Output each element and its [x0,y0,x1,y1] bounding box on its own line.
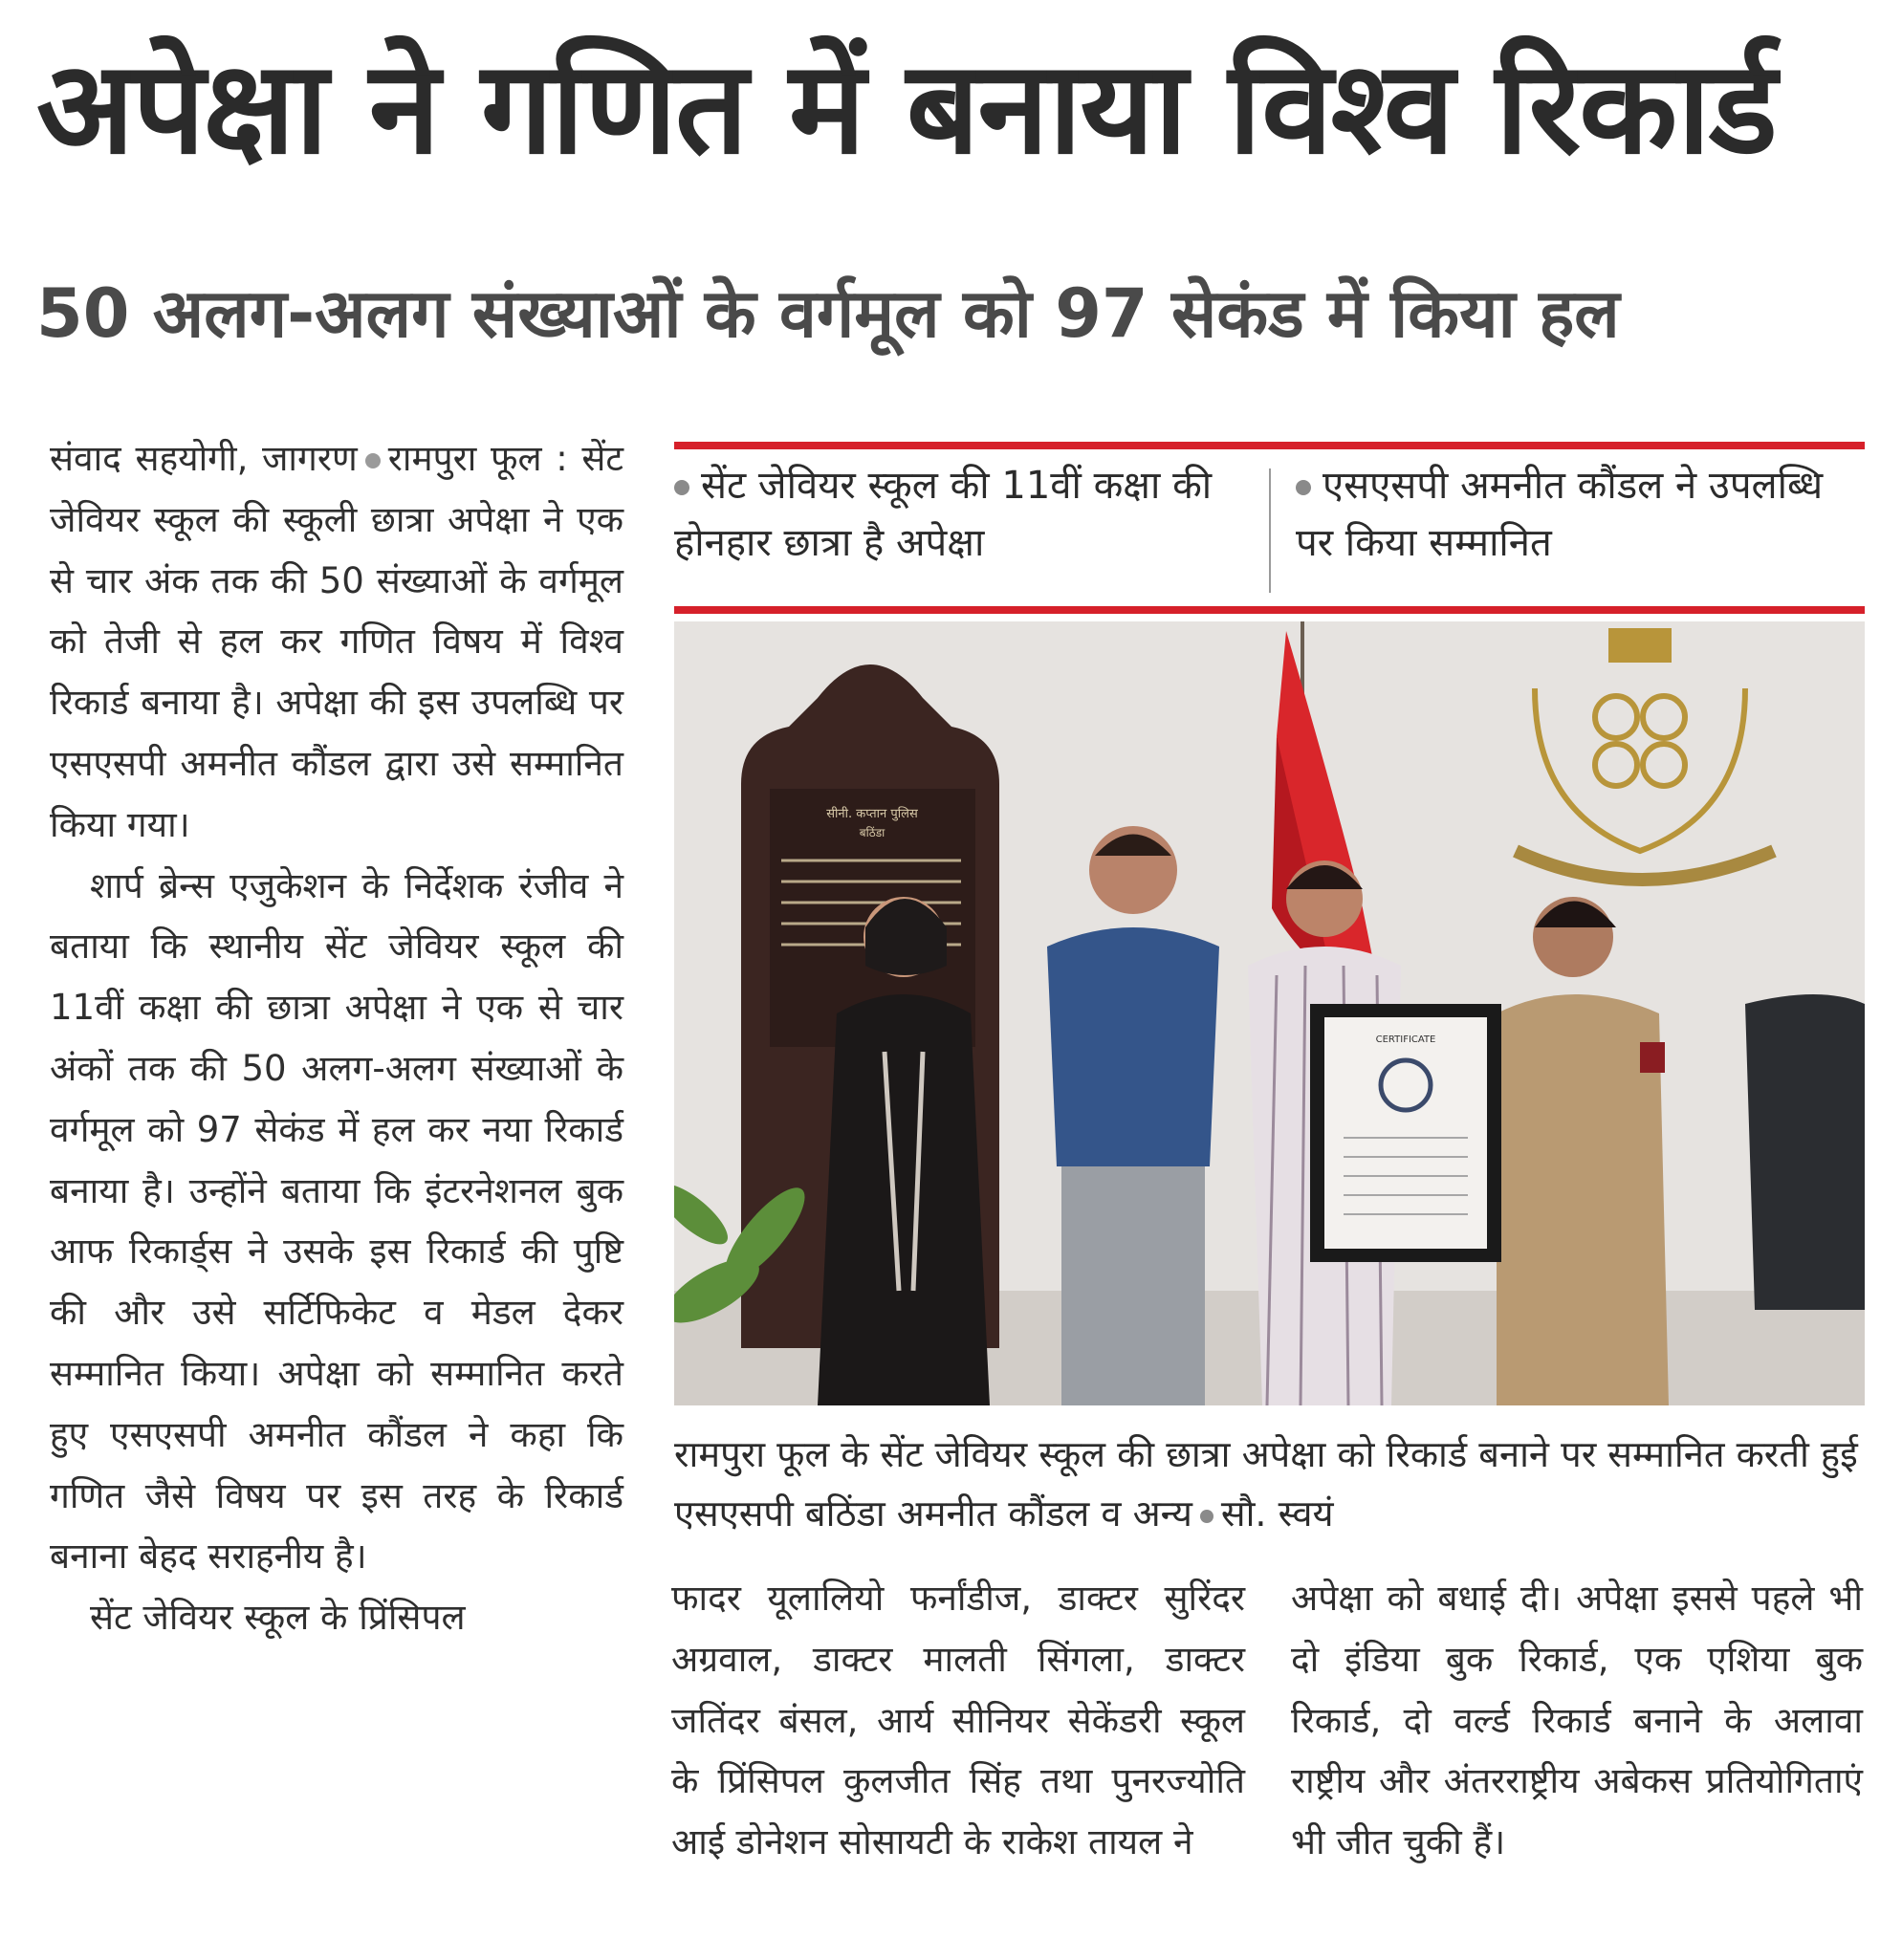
certificate [1310,1004,1501,1262]
subheadline: 50 अलग-अलग संख्याओं के वर्गमूल को 97 सेकंड में किया हल [36,274,1620,353]
highlight-divider [1269,468,1271,593]
board-title: सीनी. कप्तान पुलिस [826,807,918,821]
board-subtitle: बठिंडा [859,826,885,839]
bullet-icon [674,480,689,495]
bullet-icon [365,453,381,468]
byline: संवाद सहयोगी, जागरण [50,438,358,479]
photo-caption [674,1425,1865,1543]
highlight-1-text: सेंट जेवियर स्कूल की 11वीं कक्षा की होनहार छात्रा है अपेक्षा [674,464,1213,565]
highlight-1 [674,457,1259,610]
paragraph-1-text: सेंट जेवियर स्कूल की स्कूली छात्रा अपेक्षा ने एक से चार अंक तक की 50 संख्याओं के वर्गमूल को तेजी से हल कर गणित विषय में विश्व रिकार्ड बनाया है। अपेक्षा की इस उपलब्धि पर एसएसपी अमनीत कौंडल द्वारा उसे सम्मानित किया गया। [50,438,623,845]
photo-illustration [674,621,1865,1405]
office-chair [1745,994,1865,1310]
article-paragraph-5: अपेक्षा को बधाई दी। अपेक्षा इससे पहले भी दो इंडिया बुक रिकार्ड, एक एशिया बुक रिकार्ड, दो वर्ल्ड रिकार्ड बनाने के अलावा राष्ट्रीय और अंतरराष्ट्रीय अबेकस प्रतियोगिताएं भी जीत चुकी हैं। [1291,1578,1863,1863]
photo-credit: सौ. स्वयं [1220,1492,1334,1535]
certificate-heading: CERTIFICATE [1375,1034,1436,1045]
article-paragraph-2: शार्प ब्रेन्स एजुकेशन के निर्देशक रंजीव ने बताया कि स्थानीय सेंट जेवियर स्कूल की 11वीं कक्षा की छात्रा अपेक्षा ने एक से चार अंकों तक की 50 अलग-अलग संख्याओं के वर्गमूल को 97 सेकंड में हल कर नया रिकार्ड बनाया है। उन्होंने बताया कि इंटरनेशनल बुक आफ रिकार्ड्स ने उसके इस रिकार्ड की पुष्टि की और उसे सर्टिफिकेट व मेडल देकर सम्मानित किया। अपेक्षा को सम्मानित करते हुए एसएसपी अमनीत कौंडल ने कहा कि गणित जैसे विषय पर इस तरह के रिकार्ड बनाना बेहद सराहनीय है। [50,864,623,1578]
article-paragraph-3: सेंट जेवियर स्कूल के प्रिंसिपल [90,1597,466,1639]
bullet-icon [1296,480,1311,495]
article-paragraph-4: फादर यूलालियो फर्नांडीज, डाक्टर सुरिंदर अग्रवाल, डाक्टर मालती सिंगला, डाक्टर जतिंदर बंसल, आर्य सीनियर सेकेंडरी स्कूल के प्रिंसिपल कुलजीत सिंह तथा पुनरज्योति आई डोनेशन सोसायटी के राकेश तायल ने [671,1578,1245,1863]
article-column-left [50,428,623,1958]
highlight-bottom-rule [674,606,1865,614]
news-photo [674,621,1865,1405]
caption-text: रामपुरा फूल के सेंट जेवियर स्कूल की छात्रा अपेक्षा को रिकार्ड बनाने पर सम्मानित करती हुई एसएसपी बठिंडा अमनीत कौंडल व अन्य [674,1433,1858,1535]
article-column-right [1291,1568,1863,1950]
highlight-2 [1296,457,1860,610]
article-paragraph-1 [50,428,623,856]
bullet-icon [1200,1510,1213,1523]
dateline: रामपुरा फूल : [387,438,568,479]
headline: अपेक्षा ने गणित में बनाया विश्व रिकार्ड [36,33,1776,183]
article-column-middle [671,1568,1245,1950]
highlight-top-rule [674,442,1865,449]
highlight-2-text: एसएसपी अमनीत कौंडल ने उपलब्धि पर किया सम्मानित [1296,464,1824,565]
